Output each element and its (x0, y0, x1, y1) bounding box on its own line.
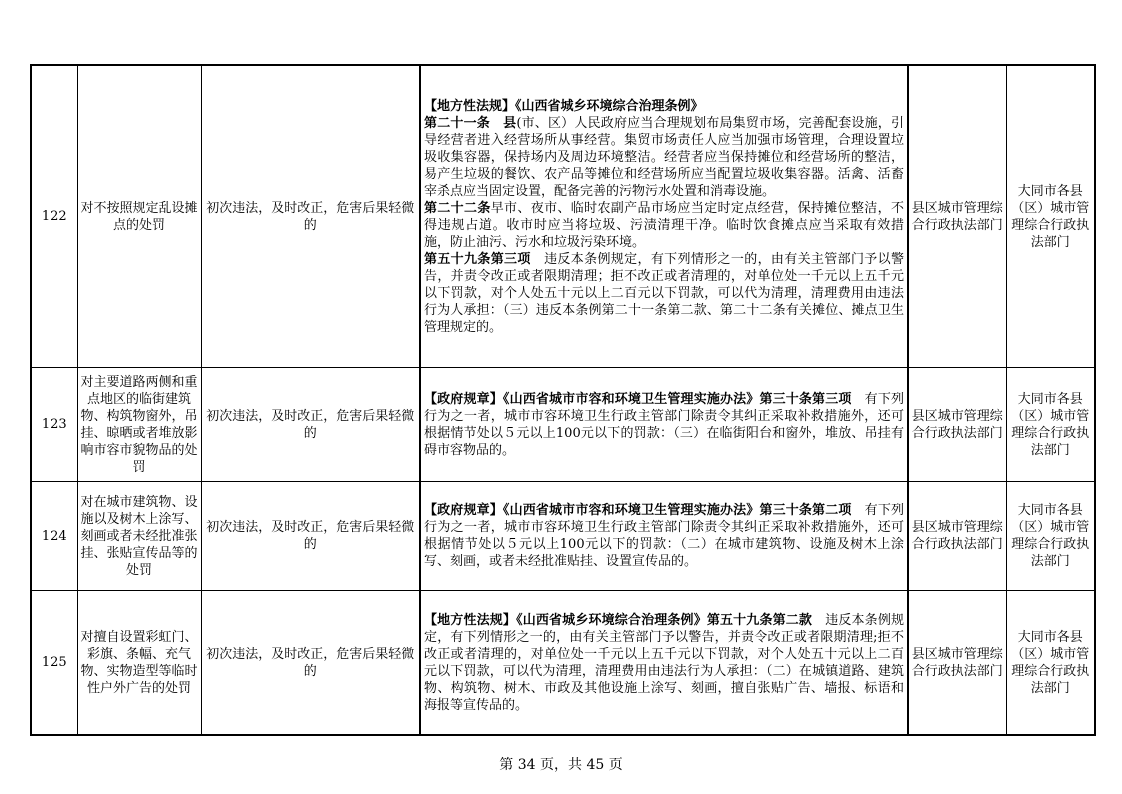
violation-item: 对在城市建筑物、设施以及树木上涂写、刻画或者未经批准张挂、张贴宣传品等的处罚 (77, 482, 201, 591)
basis-paragraph (424, 200, 904, 251)
exemption-condition: 初次违法，及时改正，危害后果轻微的 (201, 65, 420, 368)
article-text: (市、区）人民政府应当合理规划布局集贸市场，完善配套设施，引导经营者进入经营场所从事经营。集贸市场责任人应当加强市场管理，合理设置垃圾收集容器，保持场内及周边环境整洁。经营者应当保持摊位和经营场所的整洁，易产生垃圾的餐饮、农产品等摊位和经营场所应当配置垃圾收集容器。活禽、活畜宰杀点应当固定设置，配备完善的污物污水处置和消毒设施。 (424, 115, 904, 199)
violation-item: 对擅自设置彩虹门、彩旗、条幅、充气物、实物造型等临时性户外广告的处罚 (77, 591, 201, 736)
exemption-condition: 初次违法，及时改正，危害后果轻微的 (201, 368, 420, 482)
penalty-exemption-table (30, 64, 1096, 736)
basis-paragraph (424, 502, 904, 570)
basis-paragraph (424, 115, 904, 200)
basis-paragraph (424, 251, 904, 336)
enforcement-department: 县区城市管理综合行政执法部门 (908, 482, 1006, 591)
basis-paragraph (424, 612, 904, 714)
page-number-footer: 第 34 页，共 45 页 (499, 757, 623, 773)
implementing-authority: 大同市各县（区）城市管理综合行政执法部门 (1006, 482, 1095, 591)
item-number: 125 (31, 591, 77, 736)
item-number: 122 (31, 65, 77, 368)
enforcement-department: 县区城市管理综合行政执法部门 (908, 591, 1006, 736)
article-heading: 【政府规章】《山西省城市市容和环境卫生管理实施办法》第三十条第三项 (424, 391, 852, 407)
article-heading: 第二十二条 (424, 200, 491, 216)
item-number: 124 (31, 482, 77, 591)
article-heading: 第二十一条 县 (424, 115, 517, 131)
item-number: 123 (31, 368, 77, 482)
implementing-authority: 大同市各县（区）城市管理综合行政执法部门 (1006, 65, 1095, 368)
implementing-authority: 大同市各县（区）城市管理综合行政执法部门 (1006, 368, 1095, 482)
article-heading: 【政府规章】《山西省城市市容和环境卫生管理实施办法》第三十条第二项 (424, 503, 852, 518)
enforcement-department: 县区城市管理综合行政执法部门 (908, 65, 1006, 368)
table-row (31, 368, 1095, 482)
legal-basis (420, 482, 908, 591)
implementing-authority: 大同市各县（区）城市管理综合行政执法部门 (1006, 591, 1095, 736)
legal-basis (420, 591, 908, 736)
violation-item: 对主要道路两侧和重点地区的临街建筑物、构筑物窗外，吊挂、晾晒或者堆放影响市容市貌物品的处罚 (77, 368, 201, 482)
basis-heading: 【地方性法规】《山西省城乡环境综合治理条例》 (424, 98, 704, 114)
article-text: 违反本条例规定，有下列情形之一的，由有关主管部门予以警告，并责令改正或者限期清理;拒不改正或者清理的，对单位处一千元以上五千元以下罚款，对个人处五十元以上二百元以下罚款，可以代为清理，清理费用由违法行为人承担：（二）在城镇道路、建筑物、构筑物、树木、市政及其他设施上涂写、刻画，擅自张贴广告、墙报、标语和海报等宣传品的。 (424, 612, 904, 713)
table-row (31, 65, 1095, 368)
exemption-condition: 初次违法，及时改正，危害后果轻微的 (201, 482, 420, 591)
table-row (31, 591, 1095, 736)
enforcement-department: 县区城市管理综合行政执法部门 (908, 368, 1006, 482)
legal-basis (420, 65, 908, 368)
article-text: 违反本条例规定，有下列情形之一的，由有关主管部门予以警告，并责令改正或者限期清理；拒不改正或者清理的，对单位处一千元以上五千元以下罚款，对个人处五十元以上二百元以下罚款，可以代为清理，清理费用由违法行为人承担：（三）违反本条例第二十一条第二款、第二十二条有关摊位、摊点卫生管理规定的。 (424, 251, 904, 335)
article-heading: 第五十九条第三项 (424, 251, 531, 267)
article-text: 早市、夜市、临时农副产品市场应当定时定点经营，保持摊位整洁，不得违规占道。收市时应当将垃圾、污渍清理干净。临时饮食摊点应当采取有效措施，防止油污、污水和垃圾污染环境。 (424, 200, 904, 250)
article-heading: 【地方性法规】《山西省城乡环境综合治理条例》第五十九条第二款 (424, 612, 813, 628)
legal-basis (420, 368, 908, 482)
article-text: 有下列行为之一者，城市市容环境卫生行政主管部门除责令其纠正采取补救措施外，还可根据情节处以５元以上100元以下的罚款：（二）在城市建筑物、设施及树木上涂写、刻画，或者未经批准贴挂、设置宣传品的。 (424, 503, 904, 569)
table-row (31, 482, 1095, 591)
exemption-condition: 初次违法，及时改正，危害后果轻微的 (201, 591, 420, 736)
basis-paragraph (424, 98, 904, 115)
article-text: 有下列行为之一者，城市市容环境卫生行政主管部门除责令其纠正采取补救措施外，还可根据情节处以５元以上100元以下的罚款：（三）在临街阳台和窗外，堆放、吊挂有碍市容物品的。 (424, 391, 904, 458)
violation-item: 对不按照规定乱设摊点的处罚 (77, 65, 201, 368)
basis-paragraph (424, 391, 904, 459)
